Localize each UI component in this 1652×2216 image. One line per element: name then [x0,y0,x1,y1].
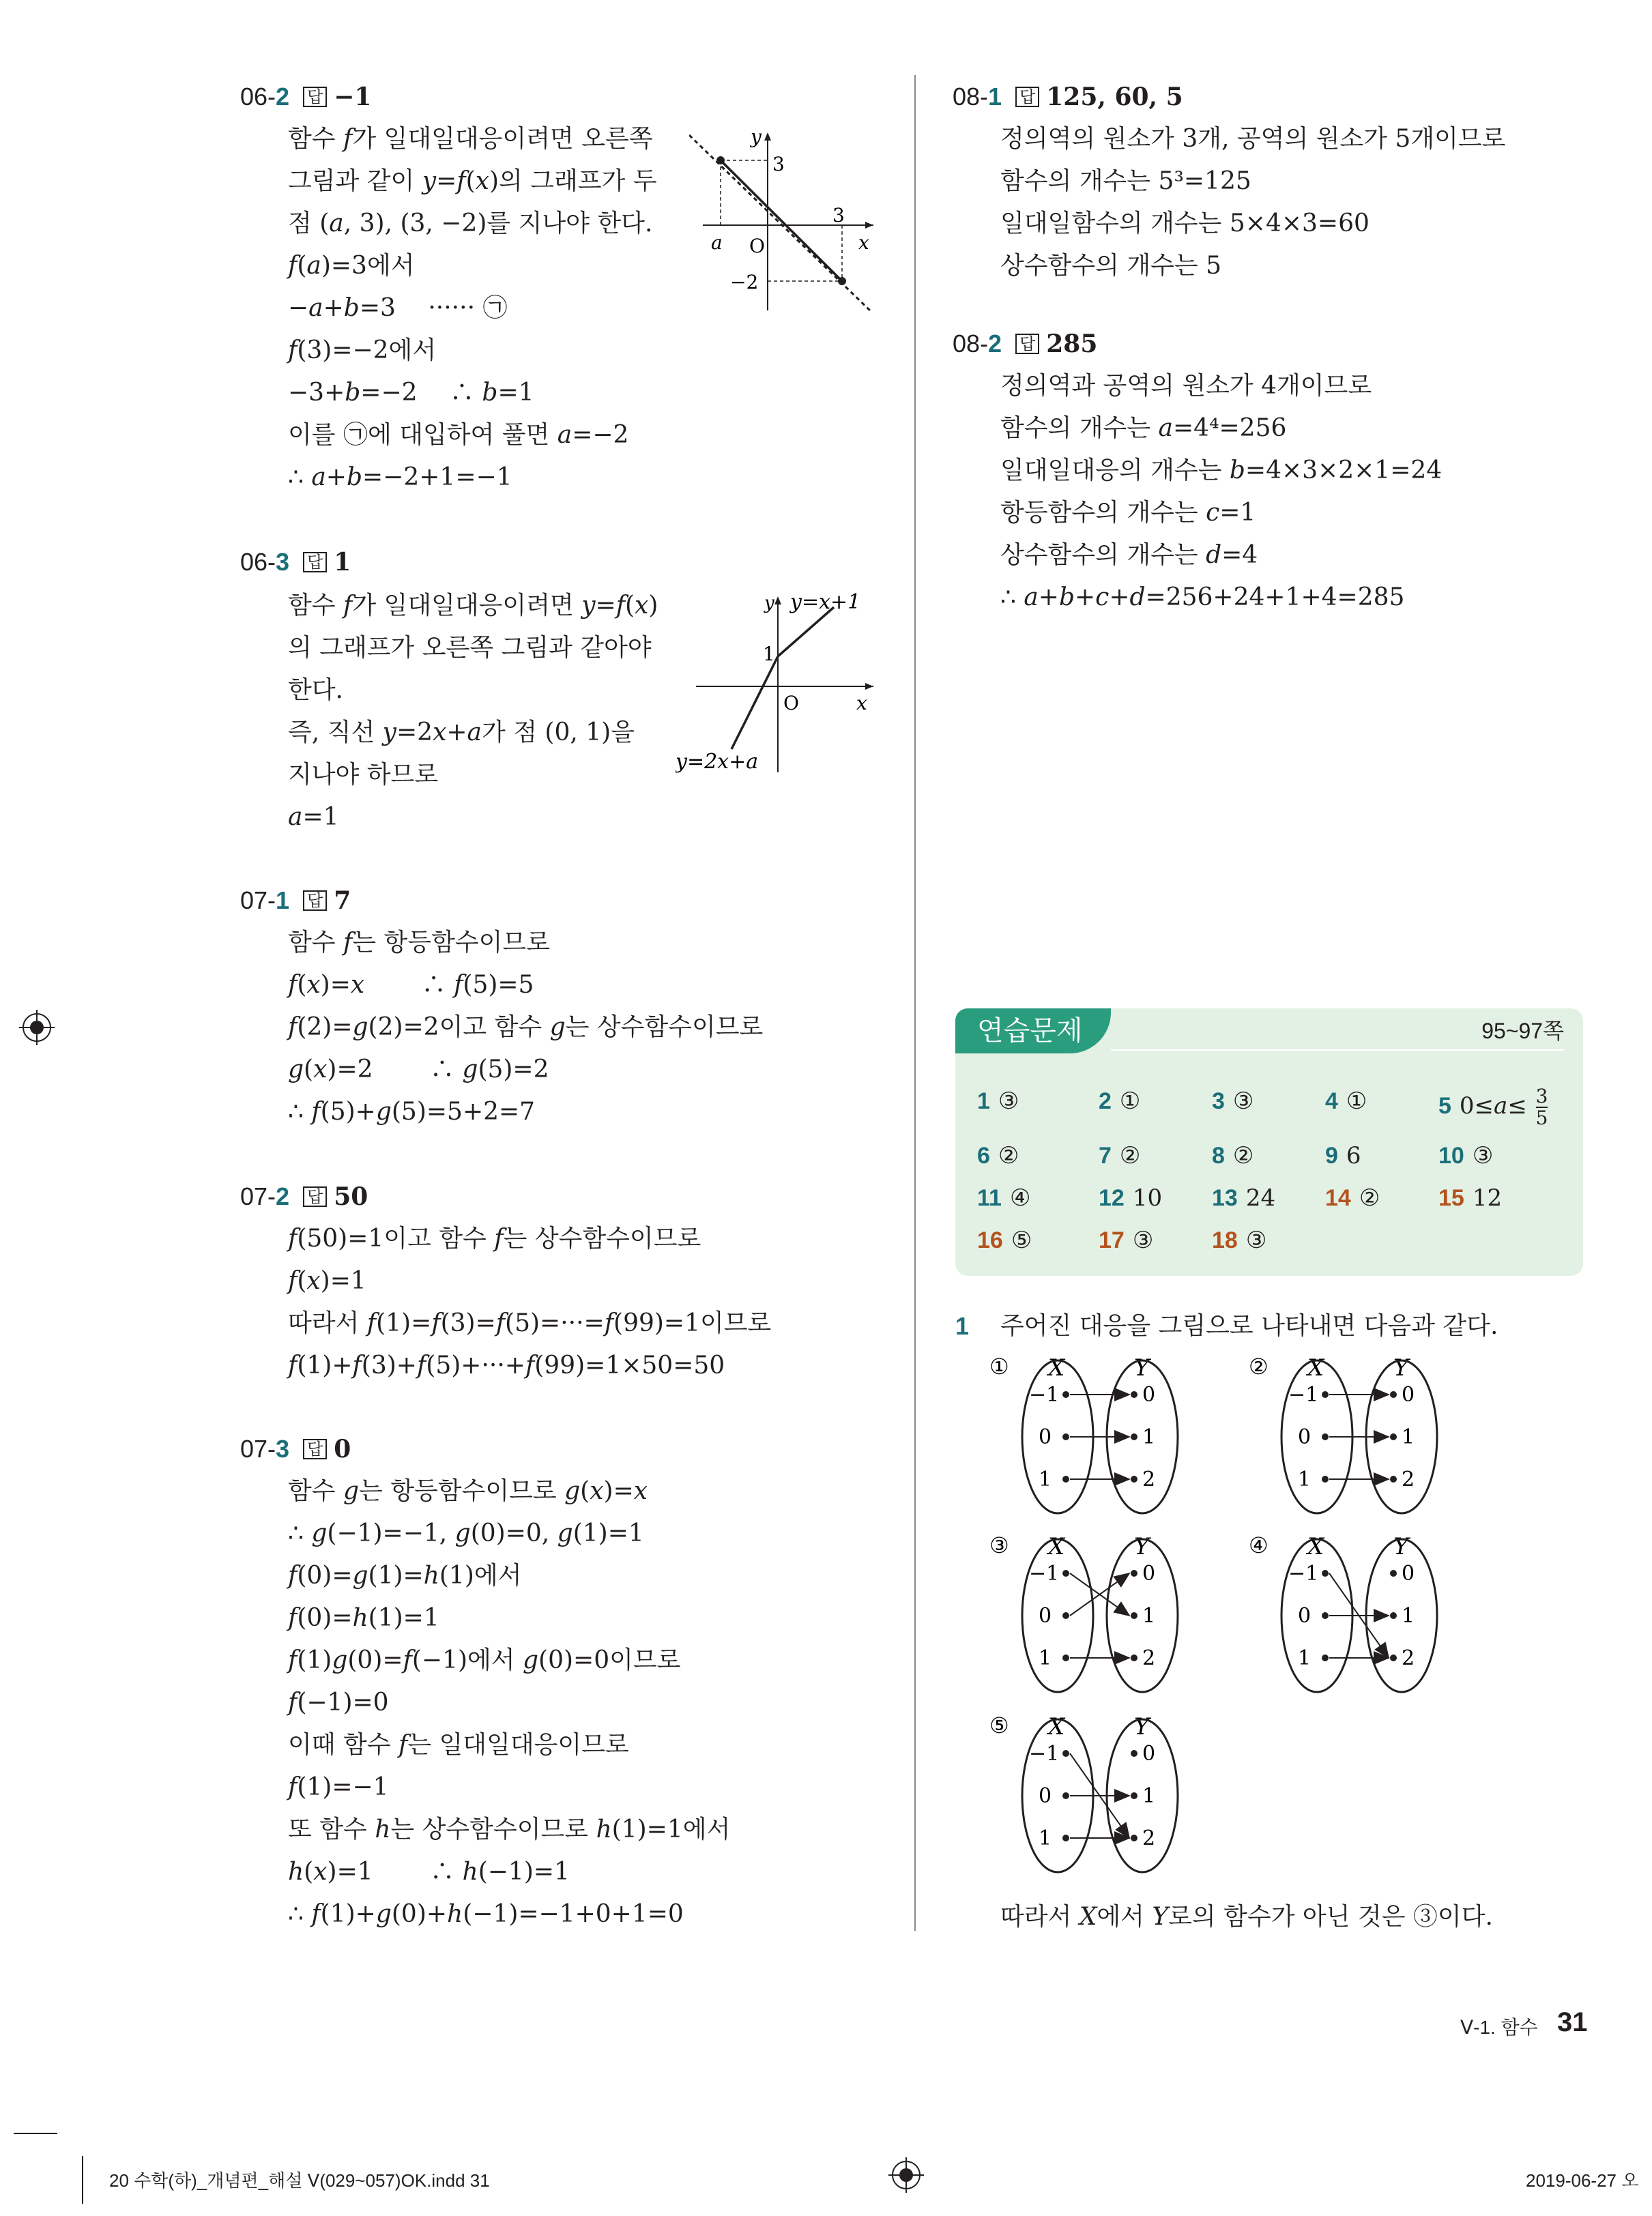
y-element-label: 0 [1402,1562,1415,1586]
answer-item: 7 ② [1099,1142,1141,1169]
fraction-3-5: $\frac{3}{5}$ [1535,1085,1548,1129]
set-y-label: Y [1134,1713,1150,1740]
answer-item: 17 ③ [1099,1227,1154,1254]
set-x-label: X [1307,1354,1324,1382]
footer-file: 20 수학(하)_개념편_해설 Ⅴ(029~057)OK.indd 31 [109,2170,490,2191]
solution-line: 이때 함수 𝑓는 일대일대응이므로 [288,1731,629,1759]
x-element-label: 1 [1039,1826,1052,1850]
answer-item: 5 0≤𝑎≤ $\frac{3}{5}$ [1438,1085,1548,1129]
problem-header-08-2 [953,329,1097,359]
answer-value: 50 [334,1182,368,1211]
y-element-label: 1 [1142,1604,1156,1628]
answer-box-icon: 답 [303,1186,327,1207]
x-element-label: 0 [1039,1604,1052,1628]
problem-prefix: 08- [953,330,989,358]
x-element-dot [1062,1835,1069,1841]
diagram-number-label: ⑤ [989,1712,1009,1738]
solution-line: 𝑎=1 [288,803,339,831]
answer-item: 2 ① [1099,1088,1141,1115]
y-element-label: 1 [1142,1425,1156,1449]
origin-label: O [749,235,765,257]
x-element-dot [1062,1391,1069,1398]
set-y-label: Y [1134,1354,1150,1382]
y-element-dot [1131,1612,1137,1619]
set-x-label: X [1048,1354,1065,1382]
y-element-dot [1131,1750,1137,1757]
answer-item: 10 ③ [1438,1142,1494,1169]
column-divider [914,75,916,1931]
mapping-diagrams [989,1351,1508,1897]
problem-header-08-1 [953,82,1183,112]
diagram-number-label: ④ [1249,1532,1269,1558]
solution-line: 일대일대응의 개수는 𝑏=4×3×2×1=24 [1000,456,1443,484]
y-label: y [764,593,774,613]
solution-line: 그림과 같이 𝑦=𝑓(𝑥)의 그래프가 두 [288,167,657,195]
answer-item: 16 ⑤ [977,1227,1032,1254]
y-element-label: 1 [1402,1425,1415,1449]
solution-line: 즉, 직선 𝑦=2𝑥+𝑎가 점 (0, 1)을 [288,718,635,746]
x-element-dot [1322,1654,1329,1661]
set-x-label: X [1048,1533,1065,1560]
problem-header-06-2 [240,82,371,112]
x-element-label: 0 [1039,1784,1052,1808]
answer-box-icon: 답 [303,1439,327,1459]
y-element-label: 2 [1402,1468,1415,1491]
answer-item: 8 ② [1212,1142,1254,1169]
answer-box-icon: 답 [303,552,327,572]
problem-number: 2 [276,83,290,111]
solution-line: ∴ 𝑓(1)+𝑔(0)+ℎ(−1)=−1+0+1=0 [288,1900,684,1928]
x-element-dot [1322,1612,1329,1619]
y-label: y [751,126,762,148]
set-x-label: X [1048,1713,1065,1740]
y-element-label: 2 [1142,1826,1156,1850]
set-x-label: X [1307,1533,1324,1560]
y-element-dot [1131,1476,1137,1483]
solution-line: 𝑓(1)𝑔(0)=𝑓(−1)에서 𝑔(0)=0이므로 [288,1646,681,1674]
solution-line: 𝑓(1)=−1 [288,1773,389,1801]
solution-line: 𝑓(50)=1이고 함수 𝑓는 상수함수이므로 [288,1225,701,1253]
x-axis-arrow [865,683,873,690]
answer-box-icon: 답 [1015,87,1039,107]
y-element-label: 0 [1142,1562,1156,1586]
answer-box-icon: 답 [303,890,327,911]
crop-mark [14,2133,57,2134]
solution-line: 점 (𝑎, 3), (3, −2)를 지나야 한다. [288,209,653,237]
x-element-dot [1062,1750,1069,1757]
line-y-2x-plus-a [731,656,778,749]
y-element-dot [1131,1433,1137,1440]
y-element-label: 1 [1402,1604,1415,1628]
y-tick-3: 3 [772,153,785,175]
problem-prefix: 08- [953,83,989,111]
x-element-label: −1 [1029,1562,1060,1586]
solution-line: 𝑓(𝑎)=3에서 [288,252,415,280]
lower-line-label: y=2x+a [676,750,759,774]
solution-line: −𝑎+𝑏=3 ······ ㉠ [288,294,508,322]
solution-line: 또 함수 ℎ는 상수함수이므로 ℎ(1)=1에서 [288,1816,731,1843]
x-element-dot [1322,1570,1329,1577]
answer-item: 6 ② [977,1142,1019,1169]
solution-line: 함수 𝑓는 항등함수이므로 [288,929,550,957]
y-element-label: 2 [1142,1646,1156,1670]
problem-number: 1 [988,83,1002,111]
answer-value: −1 [334,83,372,111]
graph-06-2 [689,123,880,321]
solution-line: 𝑔(𝑥)=2 ∴ 𝑔(5)=2 [288,1055,549,1083]
solution-line: 𝑓(𝑥)=𝑥 ∴ 𝑓(5)=5 [288,971,534,999]
answer-item: 11 ④ [977,1184,1031,1212]
x-element-label: 1 [1039,1468,1052,1491]
y-element-dot [1390,1570,1397,1577]
set-y-label: Y [1134,1533,1150,1560]
problem-prefix: 06- [240,548,276,576]
problem-prefix: 06- [240,83,276,111]
answer-item: 13 24 [1212,1184,1276,1212]
practice-answers-box [955,1008,1583,1276]
solution-line: 함수 𝑔는 항등함수이므로 𝑔(𝑥)=𝑥 [288,1477,648,1505]
problem-number: 3 [276,548,290,576]
practice-pages: 95~97쪽 [1481,1019,1564,1043]
solution-line: 𝑓(3)=−2에서 [288,336,437,364]
solution-line: ∴ 𝑓(5)+𝑔(5)=5+2=7 [288,1098,536,1126]
answer-item: 14 ② [1325,1184,1380,1212]
solution-line: 의 그래프가 오른쪽 그림과 같아야 [288,634,652,662]
answer-item: 3 ③ [1212,1088,1254,1115]
solution-line: 따라서 𝑓(1)=𝑓(3)=𝑓(5)=···=𝑓(99)=1이므로 [288,1309,772,1337]
answer-item: 15 12 [1438,1184,1503,1212]
y-tick-neg2: −2 [730,271,759,293]
solution-line: ℎ(𝑥)=1 ∴ ℎ(−1)=1 [288,1858,570,1886]
line-y-x-plus-1 [778,607,834,656]
answer-item: 12 10 [1099,1184,1163,1212]
x-element-dot [1322,1433,1329,1440]
problem-prefix: 07- [240,886,276,914]
y-element-label: 0 [1142,1742,1156,1766]
y-element-dot [1390,1476,1397,1483]
solution-line: ∴ 𝑎+𝑏+𝑐+𝑑=256+24+1+4=285 [1000,583,1405,611]
solution-line: −3+𝑏=−2 ∴ 𝑏=1 [288,379,534,407]
solution-line: ∴ 𝑎+𝑏=−2+1=−1 [288,463,512,491]
answer-value: 7 [334,886,351,915]
solution-line: 한다. [288,676,343,704]
answer-item: 1 ③ [977,1088,1019,1115]
y-element-dot [1131,1792,1137,1799]
x-element-label: −1 [1029,1383,1060,1407]
problem-header-07-2 [240,1182,368,1212]
x-label: x [856,692,867,714]
solution-line: 𝑓(0)=ℎ(1)=1 [288,1604,439,1632]
solution-line: 함수의 개수는 5³=125 [1000,167,1251,195]
x-element-dot [1062,1654,1069,1661]
x-element-dot [1062,1792,1069,1799]
x-element-label: −1 [1288,1562,1319,1586]
answer-value: 0 [334,1435,351,1463]
y-element-dot [1131,1654,1137,1661]
diagram-number-label: ③ [989,1532,1009,1558]
page-number: 31 [1557,2007,1588,2037]
question-1-number: 1 [955,1312,970,1340]
answer-value: 125, 60, 5 [1046,83,1183,111]
solution-line: 함수 𝑓가 일대일대응이려면 𝑦=𝑓(𝑥) [288,592,658,619]
section-label: Ⅴ-1. 함수 [1460,2017,1538,2038]
question-1-conclusion: 따라서 𝑋에서 𝑌로의 함수가 아닌 것은 ③이다. [1000,1903,1493,1931]
solution-line: 정의역과 공역의 원소가 4개이므로 [1000,372,1372,400]
y-element-dot [1390,1654,1397,1661]
y-element-label: 2 [1402,1646,1415,1670]
y-element-dot [1390,1433,1397,1440]
problem-prefix: 07- [240,1182,276,1210]
solution-line: 상수함수의 개수는 5 [1000,252,1221,280]
diagram-number-label: ① [989,1354,1009,1380]
x-element-dot [1062,1433,1069,1440]
y-element-label: 1 [1142,1784,1156,1808]
y-element-dot [1390,1612,1397,1619]
x-element-dot [1322,1391,1329,1398]
solution-line: ∴ 𝑔(−1)=−1, 𝑔(0)=0, 𝑔(1)=1 [288,1519,644,1547]
problem-number: 3 [276,1435,290,1463]
footer-date: 2019-06-27 오 [1526,2170,1639,2191]
answer-box-icon: 답 [303,87,327,107]
question-1-intro: 주어진 대응을 그림으로 나타내면 다음과 같다. [1000,1312,1498,1340]
answer-item: 9 6 [1325,1142,1361,1169]
problem-number: 2 [988,330,1002,358]
x-element-label: 0 [1039,1425,1052,1449]
problem-header-06-3 [240,547,351,577]
solution-line: 항등함수의 개수는 𝑐=1 [1000,499,1256,527]
y-element-label: 0 [1402,1383,1415,1407]
solution-line: 일대일함수의 개수는 5×4×3=60 [1000,209,1370,237]
solution-line: 이를 ㉠에 대입하여 풀면 𝑎=−2 [288,421,629,449]
set-y-label: Y [1393,1354,1409,1382]
x-element-label: 1 [1298,1468,1312,1491]
problem-prefix: 07- [240,1435,276,1463]
graph-06-3 [676,588,880,779]
x-element-label: 1 [1039,1646,1052,1670]
x-element-label: 1 [1298,1646,1312,1670]
crop-mark [82,2156,83,2204]
function-graph [721,160,842,281]
solution-line: 𝑓(1)+𝑓(3)+𝑓(5)+···+𝑓(99)=1×50=50 [288,1352,725,1380]
problem-number: 1 [276,886,290,914]
y-tick-1: 1 [763,643,775,665]
y-element-dot [1131,1570,1137,1577]
solution-line: 정의역의 원소가 3개, 공역의 원소가 5개이므로 [1000,125,1506,153]
x-tick-3: 3 [832,204,845,227]
y-element-label: 2 [1142,1468,1156,1491]
a-label: a [711,231,723,254]
x-element-dot [1062,1476,1069,1483]
answer-item: 4 ① [1325,1088,1367,1115]
x-element-label: −1 [1288,1383,1319,1407]
y-element-label: 0 [1142,1383,1156,1407]
problem-header-07-3 [240,1434,351,1464]
solution-line: 𝑓(2)=𝑔(2)=2이고 함수 𝑔는 상수함수이므로 [288,1013,764,1041]
solution-line: 지나야 하므로 [288,761,439,789]
answer-box-icon: 답 [1015,334,1039,354]
answer-value: 285 [1046,330,1098,358]
y-element-dot [1131,1391,1137,1398]
y-axis-arrow [774,596,781,604]
answer-item: 18 ③ [1212,1227,1267,1254]
y-axis-arrow [764,132,771,141]
solution-line: 𝑓(𝑥)=1 [288,1267,366,1295]
registration-mark-icon [19,1010,55,1045]
x-axis-arrow [865,222,873,229]
upper-line-label: y=x+1 [790,590,861,614]
solution-line: 𝑓(0)=𝑔(1)=ℎ(1)에서 [288,1562,522,1590]
solution-line: 함수의 개수는 𝑎=4⁴=256 [1000,414,1287,442]
diagram-number-label: ② [1249,1354,1269,1380]
x-element-label: −1 [1029,1742,1060,1766]
x-element-dot [1062,1570,1069,1577]
registration-mark-icon [888,2157,924,2193]
problem-number: 2 [276,1182,290,1210]
set-y-label: Y [1393,1533,1409,1560]
x-element-label: 0 [1298,1425,1312,1449]
solution-line: 𝑓(−1)=0 [288,1689,389,1717]
practice-rule [1111,1049,1564,1051]
y-element-dot [1390,1391,1397,1398]
x-element-dot [1062,1612,1069,1619]
origin-label: O [783,692,799,714]
y-element-dot [1131,1835,1137,1841]
solution-line: 함수 𝑓가 일대일대응이려면 오른쪽 [288,125,653,153]
solution-line: 상수함수의 개수는 𝑑=4 [1000,541,1258,569]
x-label: x [858,231,869,254]
answer-value: 1 [334,548,351,577]
x-element-label: 0 [1298,1604,1312,1628]
practice-title: 연습문제 [955,1008,1111,1053]
problem-header-07-1 [240,886,351,916]
x-element-dot [1322,1476,1329,1483]
